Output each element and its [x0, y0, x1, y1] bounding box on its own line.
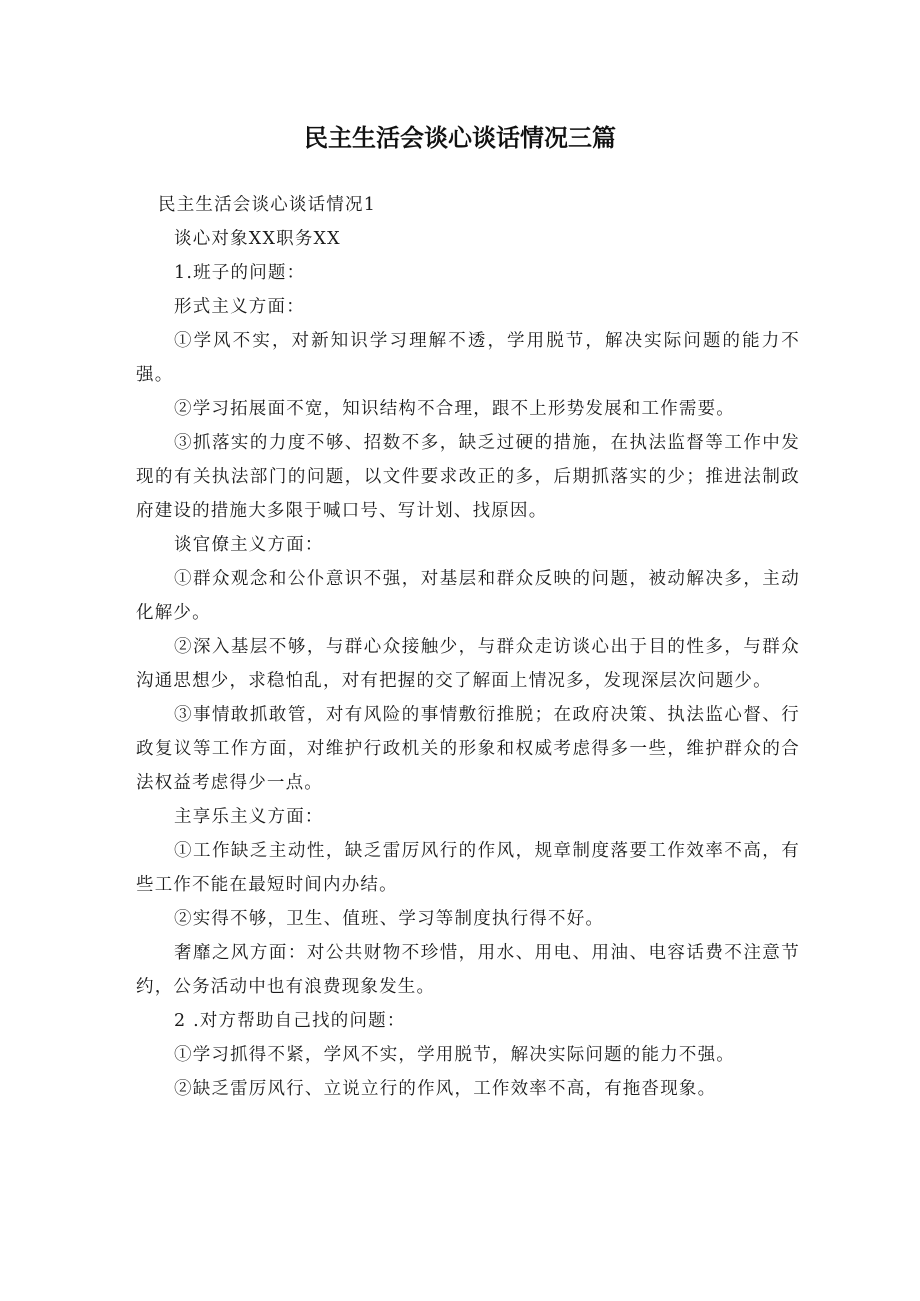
paragraph: ②深入基层不够，与群心众接触少，与群众走访谈心出于目的性多，与群众沟通思想少，求稳怕乱，对有把握的交了解面上情况多，发现深层次问题少。	[136, 637, 800, 691]
category-heading: 主享乐主义方面：	[174, 807, 324, 827]
paragraph: ①学风不实，对新知识学习理解不透，学用脱节，解决实际问题的能力不强。	[136, 331, 800, 385]
subsection-heading: 2 .对方帮助自己找的问题：	[174, 1011, 406, 1031]
paragraph: 奢靡之风方面：对公共财物不珍惜，用水、用电、用油、电容话费不注意节约，公务活动中也有浪费现象发生。	[136, 943, 800, 997]
category-heading: 形式主义方面：	[174, 297, 305, 317]
section-heading-1: 民主生活会谈心谈话情况1	[158, 195, 377, 215]
paragraph: ②实得不够，卫生、值班、学习等制度执行得不好。	[174, 909, 605, 929]
paragraph: ①群众观念和公仆意识不强，对基层和群众反映的问题，被动解决多，主动化解少。	[136, 569, 800, 623]
document-title: 民主生活会谈心谈话情况三篇	[304, 124, 616, 152]
paragraph: ③事情敢抓敢管，对有风险的事情敷衍推脱；在政府决策、执法监心督、行政复议等工作方面，对维护行政机关的形象和权威考虑得多一些，维护群众的合法权益考虑得少一点。	[136, 705, 800, 793]
category-heading: 谈官僚主义方面：	[174, 535, 324, 555]
subsection-heading: 1.班子的问题：	[174, 263, 306, 283]
interview-subject: 谈心对象XX职务XX	[174, 229, 341, 249]
document-body	[136, 188, 800, 1106]
paragraph: ②学习拓展面不宽，知识结构不合理，跟不上形势发展和工作需要。	[174, 399, 735, 419]
paragraph: ①工作缺乏主动性，缺乏雷厉风行的作风，规章制度落要工作效率不高，有些工作不能在最短时间内办结。	[136, 841, 800, 895]
paragraph: ①学习抓得不紧，学风不实，学用脱节，解决实际问题的能力不强。	[174, 1045, 735, 1065]
paragraph: ③抓落实的力度不够、招数不多，缺乏过硬的措施，在执法监督等工作中发现的有关执法部门的问题，以文件要求改正的多，后期抓落实的少；推进法制政府建设的措施大多限于喊口号、写计划、找原因。	[136, 433, 800, 521]
paragraph: ②缺乏雷厉风行、立说立行的作风，工作效率不高，有拖沓现象。	[174, 1079, 717, 1099]
